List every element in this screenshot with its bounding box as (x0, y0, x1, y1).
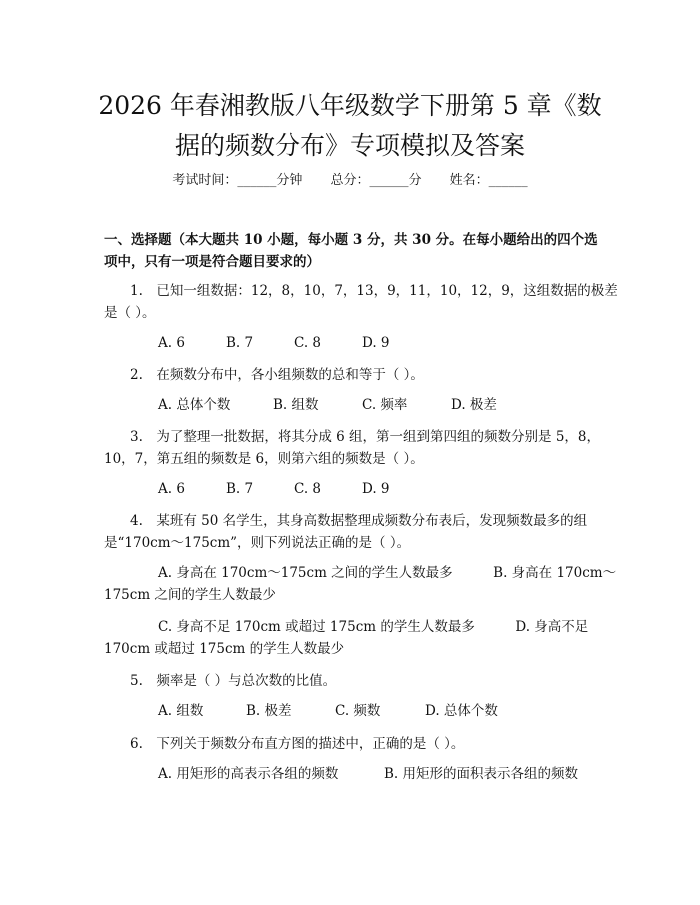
exam-score: 总分：______分 (330, 173, 422, 188)
question-2-options (158, 394, 497, 416)
option-b: B. 用矩形的面积表示各组的频数 (384, 766, 579, 782)
option-a: A. 总体个数 (158, 397, 231, 413)
exam-info-line (0, 169, 700, 188)
option-a: A. 用矩形的高表示各组的频数 (158, 766, 339, 782)
option-c: C. 频数 (335, 703, 381, 719)
section-heading (104, 229, 604, 273)
option-a: A. 6 (158, 335, 185, 351)
question-3-text-cont: 10，7，第五组的频数是 6，则第六组的频数是（ ）。 (104, 451, 424, 467)
question-1-text-cont: 是（ ）。 (104, 305, 156, 321)
exam-time: 考试时间：______分钟 (172, 173, 303, 188)
section-heading-line-1: 一、选择题（本大题共 10 小题，每小题 3 分，共 30 分。在每小题给出的四个选 (104, 232, 598, 248)
question-5-options (158, 700, 498, 722)
document-title (90, 86, 610, 166)
question-4-option-cd-cont: 170cm 或超过 175cm 的学生人数最少 (104, 641, 345, 657)
question-4-option-ab-cont: 175cm 之间的学生人数最少 (104, 587, 276, 603)
question-3-text: 3. 为了整理一批数据，将其分成 6 组，第一组到第四组的频数分别是 5，8， (130, 429, 601, 445)
question-6-text: 6. 下列关于频数分布直方图的描述中，正确的是（ ）。 (130, 736, 465, 752)
question-6-options (158, 763, 578, 785)
option-b: B. 7 (226, 481, 254, 497)
option-d: D. 总体个数 (425, 703, 498, 719)
question-5-text: 5. 频率是（ ）与总次数的比值。 (130, 673, 337, 689)
option-d: D. 极差 (451, 397, 497, 413)
question-1-text: 1. 已知一组数据：12，8，10，7，13，9，11，10，12，9，这组数据的极差 (130, 283, 618, 299)
question-1-options (158, 332, 390, 354)
question-4-text: 4. 某班有 50 名学生，其身高数据整理成频数分布表后，发现频数最多的组 (130, 513, 588, 529)
option-b: B. 7 (226, 335, 254, 351)
question-4-text-cont: 是“170cm～175cm”，则下列说法正确的是（ ）。 (104, 535, 411, 551)
section-heading-line-2: 项中，只有一项是符合题目要求的） (104, 254, 320, 270)
option-b: B. 极差 (246, 703, 292, 719)
option-a: A. 6 (158, 481, 185, 497)
title-line-2: 据的频数分布》专项模拟及答案 (174, 131, 525, 160)
option-c: C. 8 (294, 481, 322, 497)
question-3-options (158, 478, 390, 500)
option-c: C. 频率 (362, 397, 408, 413)
student-name: 姓名：______ (449, 173, 528, 188)
question-2-text: 2. 在频数分布中，各小组频数的总和等于（ ）。 (130, 367, 424, 383)
option-c: C. 8 (294, 335, 322, 351)
question-4-option-ab: A. 身高在 170cm～175cm 之间的学生人数最多 B. 身高在 170cm～ (158, 565, 617, 581)
question-4-option-cd: C. 身高不足 170cm 或超过 175cm 的学生人数最多 D. 身高不足 (158, 619, 589, 635)
option-d: D. 9 (362, 481, 390, 497)
title-line-1: 2026 年春湘教版八年级数学下册第 5 章《数 (98, 91, 602, 120)
option-b: B. 组数 (273, 397, 319, 413)
option-a: A. 组数 (158, 703, 204, 719)
option-d: D. 9 (362, 335, 390, 351)
